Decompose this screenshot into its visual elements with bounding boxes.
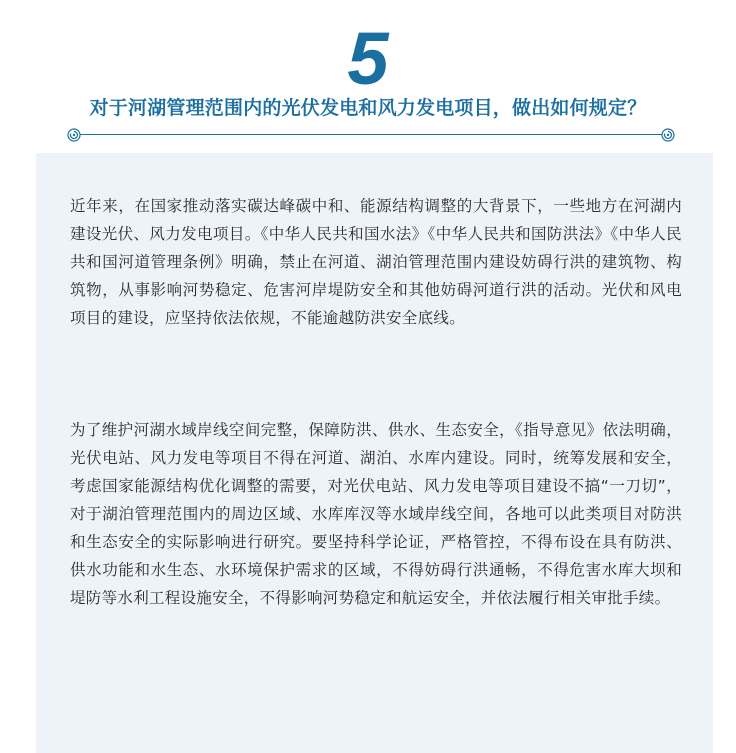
section-number: 5 <box>347 17 389 100</box>
swirl-ornament-icon <box>660 127 676 143</box>
paragraph: 近年来，在国家推动落实碳达峰碳中和、能源结构调整的大背景下，一些地方在河湖内建设光伏、风力发电项目。《中华人民共和国水法》《中华人民共和国防洪法》《中华人民共和国河道管理条例》明确，禁止在河道、湖泊管理范围内建设妨碍行洪的建筑物、构筑物，从事影响河势稳定、危害河岸堤防安全和其他妨碍河道行洪的活动。光伏和风电项目的建设，应坚持依法依规，不能逾越防洪安全底线。 <box>70 197 682 327</box>
swirl-ornament-icon <box>66 127 82 143</box>
paragraph: 为了维护河湖水域岸线空间完整，保障防洪、供水、生态安全，《指导意见》依法明确，光伏电站、风力发电等项目不得在河道、湖泊、水库内建设。同时，统筹发展和安全，考虑国家能源结构优化调整的需要，对光伏电站、风力发电等项目建设不搞“一刀切”，对于湖泊管理范围内的周边区域、水库库汊等水域岸线空间，各地可以此类项目对防洪和生态安全的实际影响进行研究。要坚持科学论证，严格管控，不得布设在具有防洪、供水功能和水生态、水环境保护需求的区域，不得妨碍行洪通畅，不得危害水库大坝和堤防等水利工程设施安全，不得影响河势稳定和航运安全，并依法履行相关审批手续。 <box>70 421 682 607</box>
title-divider <box>66 127 676 143</box>
section-title: 对于河湖管理范围内的光伏发电和风力发电项目，做出如何规定？ <box>89 97 647 119</box>
divider-line <box>80 134 662 135</box>
